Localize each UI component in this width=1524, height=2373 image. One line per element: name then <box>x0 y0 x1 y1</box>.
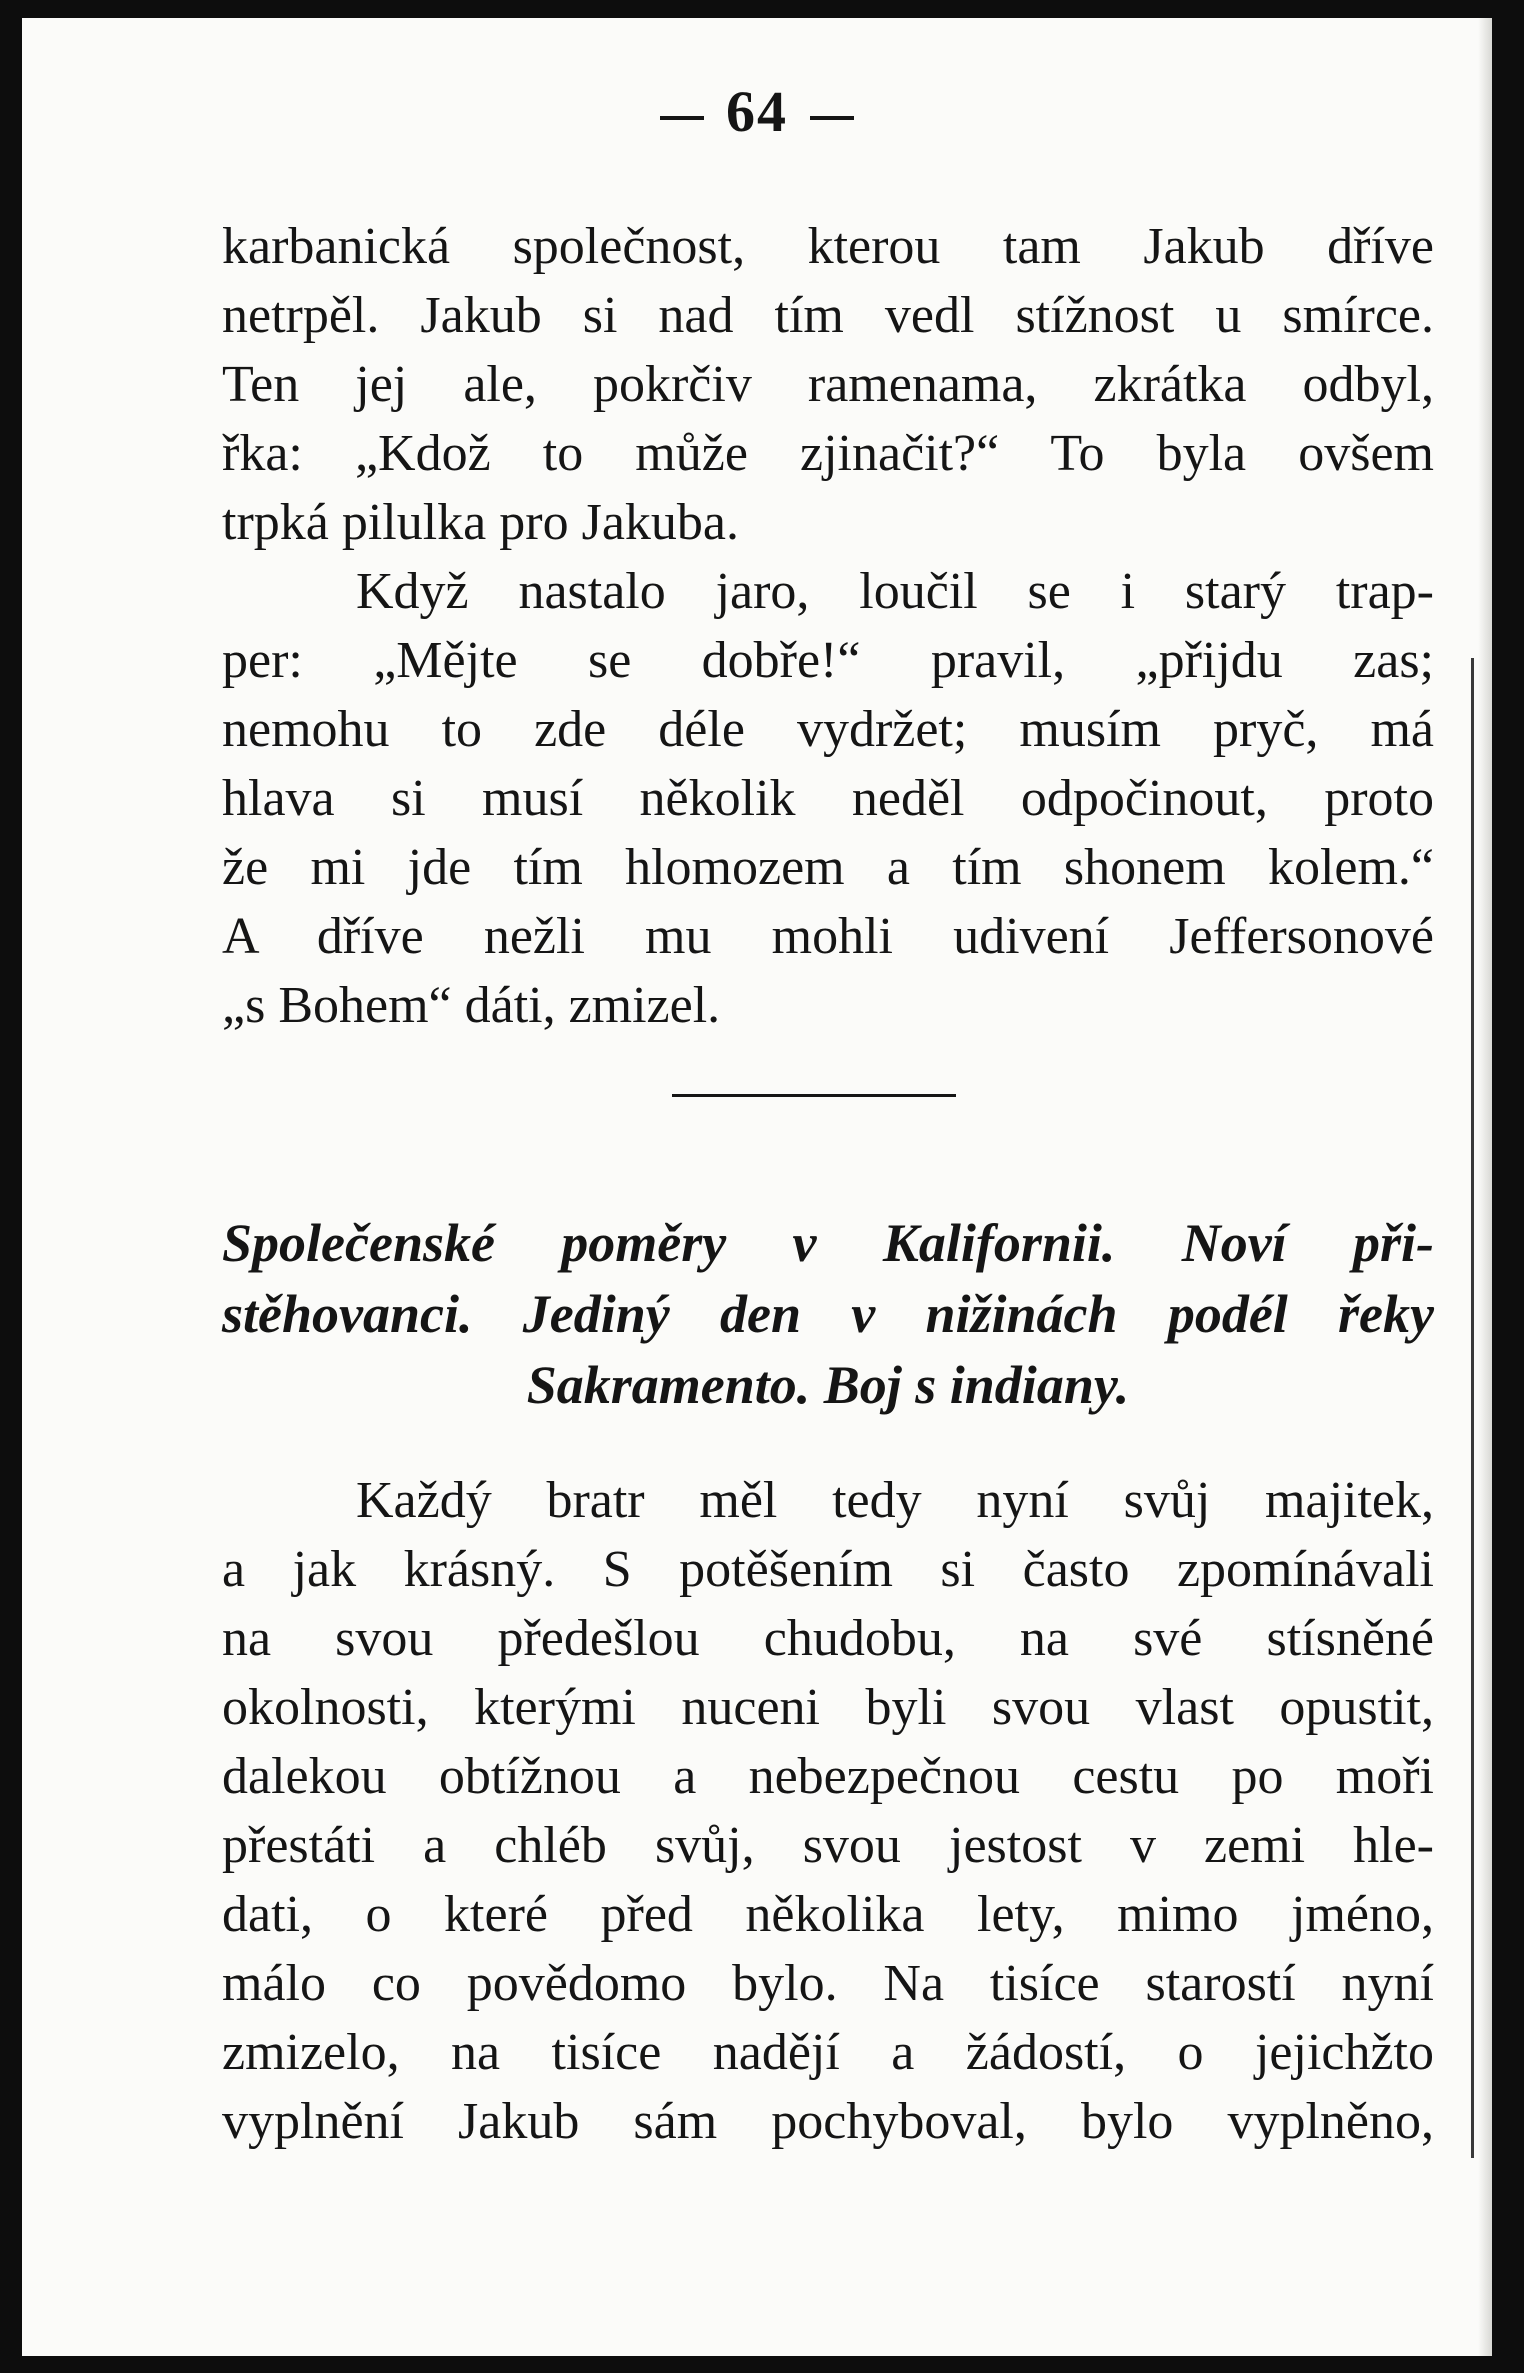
section-divider <box>672 1094 956 1097</box>
text-line: Ten jej ale, pokrčiv ramenama, zkrátka odbyl, <box>222 356 1434 413</box>
page-edge-mark <box>1471 658 1474 2158</box>
text-line: vyplnění Jakub sám pochyboval, bylo vyplněno, <box>222 2093 1434 2150</box>
text-line: a jak krásný. S potěšením si často zpomínávali <box>222 1541 1434 1598</box>
text-line: okolnosti, kterými nuceni byli svou vlast opustit, <box>222 1679 1434 1736</box>
chapter-heading-line: Sakramento. Boj s indiany. <box>526 1355 1130 1415</box>
text-line: málo co povědomo bylo. Na tisíce starostí nyní <box>222 1955 1434 2012</box>
page-number: 64 <box>726 79 788 144</box>
text-line: přestáti a chléb svůj, svou jestost v zemi hle- <box>222 1817 1434 1874</box>
text-line: že mi jde tím hlomozem a tím shonem kolem.“ <box>222 839 1434 896</box>
text-line: per: „Mějte se dobře!“ pravil, „přijdu zas; <box>222 632 1434 689</box>
page-edge-shadow <box>1478 18 1492 2356</box>
text-line: karbanická společnost, kterou tam Jakub dříve <box>222 218 1434 275</box>
text-line: hlava si musí několik neděl odpočinout, proto <box>222 770 1434 827</box>
chapter-heading-line: Společenské poměry v Kalifornii. Noví při- <box>222 1213 1434 1273</box>
text-line: Každý bratr měl tedy nyní svůj majitek, <box>356 1472 1434 1529</box>
book-page <box>22 18 1492 2356</box>
header-dash-left <box>660 116 704 120</box>
header-dash-right <box>810 116 854 120</box>
text-line: na svou předešlou chudobu, na své stísněné <box>222 1610 1434 1667</box>
chapter-heading-line: stěhovanci. Jediný den v nižinách podél řeky <box>222 1284 1434 1344</box>
text-line: trpká pilulka pro Jakuba. <box>222 494 739 551</box>
text-line: Když nastalo jaro, loučil se i starý trap- <box>356 563 1434 620</box>
page-header <box>22 78 1492 145</box>
text-line: netrpěl. Jakub si nad tím vedl stížnost u smírce. <box>222 287 1434 344</box>
text-line: dalekou obtížnou a nebezpečnou cestu po moři <box>222 1748 1434 1805</box>
text-line: dati, o které před několika lety, mimo jméno, <box>222 1886 1434 1943</box>
text-line: řka: „Kdož to může zjinačit?“ To byla ovšem <box>222 425 1434 482</box>
text-line: zmizelo, na tisíce nadějí a žádostí, o jejichžto <box>222 2024 1434 2081</box>
text-line: A dříve nežli mu mohli udivení Jeffersonové <box>222 908 1434 965</box>
text-line: „s Bohem“ dáti, zmizel. <box>222 977 721 1034</box>
text-line: nemohu to zde déle vydržet; musím pryč, má <box>222 701 1434 758</box>
